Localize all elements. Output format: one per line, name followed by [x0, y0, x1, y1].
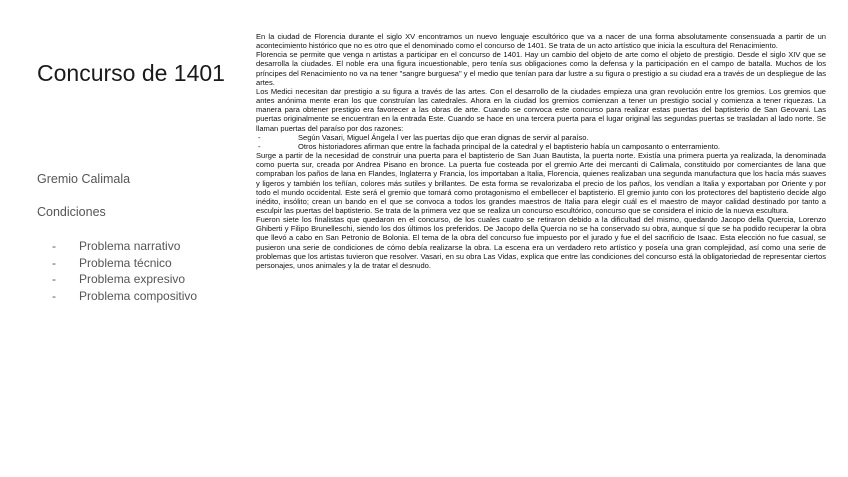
condiciones-label: Condiciones — [37, 205, 106, 219]
body-paragraph: En la ciudad de Florencia durante el siglo XV encontramos un nuevo lenguaje escultórico que va a nacer de una forma absolutamente consensuada a partir de un acontecimiento histórico que no es otro que el denominado como el concurso de 1401. Se trata de un acto artístico que inicia la escultura del Renacimiento. — [256, 32, 826, 51]
body-text — [256, 32, 826, 270]
slide-title: Concurso de 1401 — [37, 60, 225, 86]
problem-list — [52, 238, 197, 304]
body-paragraph: Los Medici necesitan dar prestigio a su figura a través de las artes. Con el desarrollo de la ciudades empieza una gran revolución entre los gremios. Los gremios que antes anónima mente eran los que construían las catedrales. Ahora en la ciudad los gremios comienzan a tener un prestigio social y comienza a tener riquezas. La manera para obtener prestigio era favorecer a las obras de arte. Cuando se convoca este concurso para realizar estas puertas del baptisterio de San Geovani. Las puertas originalmente se encuentran en la entrada Este. Cuando se hace en una tercera puerta para el lugar original las segundas puertas se trasladan al lado norte. Se llaman puertas del paraíso por dos razones: — [256, 86, 826, 133]
body-paragraph: Florencia se permite que venga n artistas a participar en el concurso de 1401. Hay un cambio del objeto de arte como el objeto de prestigio. Desde el siglo XIV que se desarrolla la ciudades. El noble era una figura incuestionable, pero tenía sus obligaciones como la defensa y la participación en el campo de batalla. Muchos de los príncipes del Renacimiento no va na tener "sangre burguesa" y el medio que tenían para dar lustre a su figura o prestigio a su ciudad era a través de un despliegue de las artes. — [256, 50, 826, 87]
problem-item-tecnico: - Problema técnico — [52, 255, 197, 272]
body-paragraph: Surge a partir de la necesidad de construir una puerta para el baptisterio de San Juan Bautista, la puerta norte. Existía una primera puerta ya realizada, la denominada como puerta sur, creada por Andrea Pisano en bronce. La puerta fue costeada por el gremio Arte dei mercanti di Calimala, constituido por comerciantes de lana que compraban los paños de lana en Flandes, Inglaterra y Francia, los importaban a Italia, Florencia, quienes realizaban una segunda manufactura que los hacía más suaves y ligeros y también los teñían, colores más sutiles y brillantes. De esta forma se revalorizaba el precio de los paños, los vendían a Italia y exportaban por Oriente y por todo el mundo occidental. Este será el gremio que tomará como protagonismo el embellecer el baptisterio. El gremio junto con los protectores del baptisterio decide algo inédito, insólito; crean un bando en el que se convoca a todos los grandes maestros de Italia para elegir cuál es el maestro de mayor calidad destinado por tanto a esculpir las puertas del baptisterio. Se trata de la primera vez que se realiza un concurso escultórico, concurso que se considera el inicio de la nueva escultura. — [256, 151, 826, 215]
problem-item-expresivo: - Problema expresivo — [52, 271, 197, 288]
problem-item-compositivo: - Problema compositivo — [52, 288, 197, 305]
gremio-label: Gremio Calimala — [37, 172, 131, 186]
body-paragraph: Fueron siete los finalistas que quedaron en el concurso, de los cuales cuatro se retiraron debido a la dificultad del mismo, quedando Jacopo della Quercia, Lorenzo Ghiberti y Filipo Brunelleschi, siendo los dos últimos los preferidos. De Jacopo della Quercia no se ha conservado su obra, aunque sí que se ha podido recuperar la obra que llevó a cabo en San Petronio de Bolonia. El tema de la obra del concurso fue impuesto por el jurado y fue el del sacrificio de Isaac. Esta elección no fue casual, se pusieron una serie de condiciones de cómo debía realizarse la obra. La escena era un verdadero reto artístico y poseía una gran complejidad, así como una serie de problemas que los artistas tuvieron que resolver. Vasari, en su obra Las Vidas, explica que entre las condiciones del concurso está la obligatoriedad de representar ciertos personajes, unos animales y la de tratar el desnudo. — [256, 215, 826, 270]
problem-item-narrativo: - Problema narrativo — [52, 238, 197, 255]
body-bullet: - Otros historiadores afirman que entre la fachada principal de la catedral y el baptisterio había un camposanto o enterramiento. — [256, 142, 826, 151]
body-bullet: - Según Vasari, Miguel Ángela l ver las puertas dijo que eran dignas de servir al paraíso. — [256, 133, 826, 142]
